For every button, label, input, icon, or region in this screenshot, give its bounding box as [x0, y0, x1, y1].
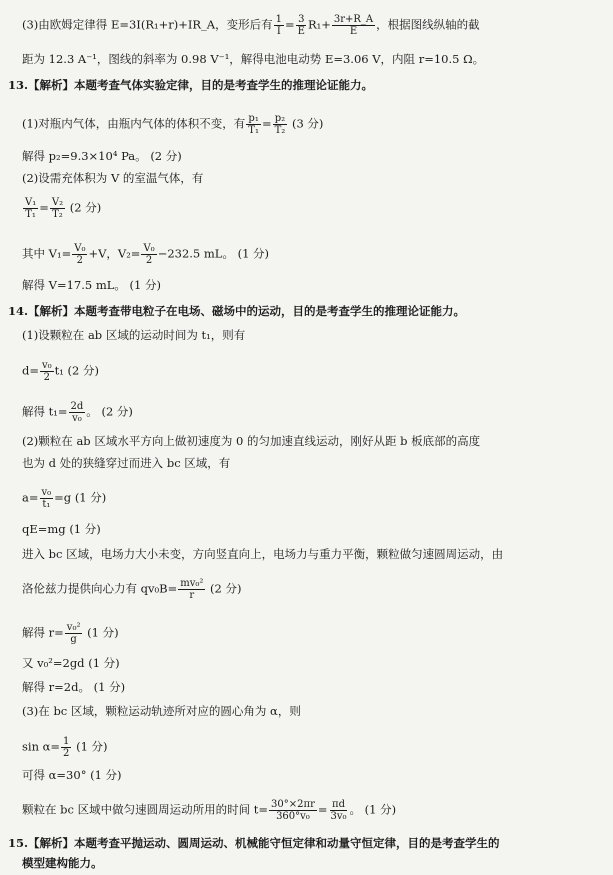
fraction — [141, 243, 156, 266]
numerator: 1 — [275, 14, 282, 25]
score: (2 分) — [66, 200, 102, 215]
q13-line: (2)设需充体积为 V 的室温气体，有 — [22, 171, 204, 185]
fraction — [23, 197, 38, 220]
text: = — [317, 802, 328, 817]
q14-line: 也为 d 处的狭缝穿过而进入 bc 区域，有 — [22, 456, 231, 470]
denominator: 360°v₀ — [276, 811, 310, 822]
denominator: v₀ — [72, 413, 82, 424]
fraction — [246, 113, 261, 136]
q14-lorentz-line — [22, 578, 241, 601]
text: = — [261, 116, 272, 131]
q14-time-line — [22, 799, 396, 822]
text: 。 (2 分) — [86, 404, 133, 419]
denominator: T₂ — [52, 209, 63, 220]
q14-t1-line — [22, 401, 133, 424]
numerator: V₂ — [51, 197, 64, 208]
fraction — [269, 799, 317, 822]
q14-d-line — [22, 360, 99, 383]
numerator: v₀ — [41, 487, 52, 498]
text: (1 分) — [72, 739, 108, 754]
denominator: 2 — [63, 748, 70, 759]
q14-a-line — [22, 487, 106, 510]
denominator: t₁ — [42, 499, 51, 510]
q13-header: 13.【解析】本题考查气体实验定律，目的是考查学生的推理论证能力。 — [8, 78, 374, 92]
denominator: r — [189, 590, 195, 601]
numerator: V₀ — [143, 243, 155, 254]
q12-result-line: 距为 12.3 A⁻¹，图线的斜率为 0.98 V⁻¹，解得电池电动势 E=3.06 V，内阻 r=10.5 Ω。 — [22, 52, 485, 66]
q15-header-cont: 模型建构能力。 — [22, 856, 103, 870]
denominator: 3v₀ — [330, 811, 347, 822]
text: sin α= — [22, 739, 61, 754]
fraction — [72, 243, 87, 266]
numerator: p₂ — [274, 113, 286, 124]
numerator: 3r+R_A — [333, 14, 374, 25]
denominator: 2 — [145, 255, 153, 266]
fraction — [40, 487, 54, 510]
denominator: T₁ — [248, 125, 259, 136]
text: =g (1 分) — [54, 490, 107, 505]
q14-line: (2)颗粒在 ab 区域水平方向上做初速度为 0 的匀加速直线运动，刚好从距 b 板底部的高度 — [22, 434, 481, 448]
denominator: T₂ — [274, 125, 286, 136]
q13-1-line — [22, 113, 323, 136]
text: R₁+ — [307, 17, 331, 32]
q14-r-line — [22, 622, 119, 645]
fraction — [273, 113, 288, 136]
fraction — [61, 736, 71, 759]
numerator: πd — [332, 799, 345, 810]
denominator: I — [276, 26, 281, 37]
q14-sin-line — [22, 736, 108, 759]
q12-3-line — [22, 14, 480, 37]
q14-line: (3)在 bc 区域，颗粒运动轨迹所对应的圆心角为 α，则 — [22, 704, 301, 718]
denominator: E — [297, 26, 305, 37]
text: (1)对瓶内气体，由瓶内气体的体积不变，有 — [22, 116, 246, 131]
denominator: g — [70, 634, 77, 645]
fraction — [296, 14, 307, 37]
text: (2 分) — [206, 581, 242, 596]
text: = — [39, 200, 49, 215]
q14-line: 又 v₀²=2gd (1 分) — [22, 656, 120, 670]
text: +V，V₂= — [88, 246, 141, 261]
q13-line: 解得 V=17.5 mL。 (1 分) — [22, 278, 161, 292]
denominator: T₁ — [25, 209, 36, 220]
text: d= — [22, 363, 39, 378]
fraction — [178, 578, 205, 601]
fraction — [50, 197, 65, 220]
text: 其中 V₁= — [22, 246, 72, 261]
text: = — [284, 17, 295, 32]
text: 颗粒在 bc 区域中做匀速圆周运动所用的时间 t= — [22, 802, 269, 817]
denominator: 2 — [43, 372, 51, 383]
text: −232.5 mL。 (1 分) — [157, 246, 270, 261]
fraction — [65, 622, 83, 645]
numerator: 2d — [70, 401, 84, 412]
text: a= — [22, 490, 39, 505]
numerator: 3 — [298, 14, 305, 25]
denominator: 2 — [76, 255, 84, 266]
fraction — [69, 401, 86, 424]
fraction — [329, 799, 349, 822]
q14-line: 可得 α=30° (1 分) — [22, 768, 122, 782]
q13-v-line — [22, 243, 269, 266]
q14-line: 进入 bc 区域，电场力大小未变，方向竖直向上，电场力与重力平衡，颗粒做匀速圆周运动，由 — [22, 547, 504, 561]
text: 洛伦兹力提供向心力有 qv₀B= — [22, 581, 178, 596]
numerator: p₁ — [248, 113, 259, 124]
q14-line: 解得 r=2d。 (1 分) — [22, 680, 126, 694]
fraction — [274, 14, 284, 37]
text: 解得 r= — [22, 625, 64, 640]
text: ，根据图线纵轴的截 — [376, 17, 480, 32]
numerator: 30°×2πr — [271, 799, 315, 810]
text: (3)由欧姆定律得 E=3I(R₁+r)+IR_A，变形后有 — [22, 17, 273, 32]
fraction — [40, 360, 54, 383]
text: 解得 t₁= — [22, 404, 68, 419]
q14-line: qE=mg (1 分) — [22, 522, 101, 536]
q14-line: (1)设颗粒在 ab 区域的运动时间为 t₁，则有 — [22, 328, 246, 342]
q14-header: 14.【解析】本题考查带电粒子在电场、磁场中的运动，目的是考查学生的推理论证能力。 — [8, 304, 466, 318]
numerator: v₀² — [66, 622, 81, 633]
text: (1 分) — [83, 625, 119, 640]
numerator: v₀ — [42, 360, 52, 371]
q13-line: 解得 p₂=9.3×10⁴ Pa。 (2 分) — [22, 149, 182, 163]
text: t₁ (2 分) — [54, 363, 100, 378]
q13-fraction-line — [22, 197, 101, 220]
q15-header: 15.【解析】本题考查平抛运动、圆周运动、机械能守恒定律和动量守恒定律，目的是考查学生的 — [8, 836, 500, 850]
numerator: 1 — [63, 736, 70, 747]
fraction — [332, 14, 375, 37]
text: 。 (1 分) — [349, 802, 397, 817]
denominator: E — [349, 26, 358, 37]
numerator: V₀ — [74, 243, 86, 254]
numerator: mv₀² — [180, 578, 204, 589]
score: (3 分) — [288, 116, 324, 131]
numerator: V₁ — [25, 197, 37, 208]
